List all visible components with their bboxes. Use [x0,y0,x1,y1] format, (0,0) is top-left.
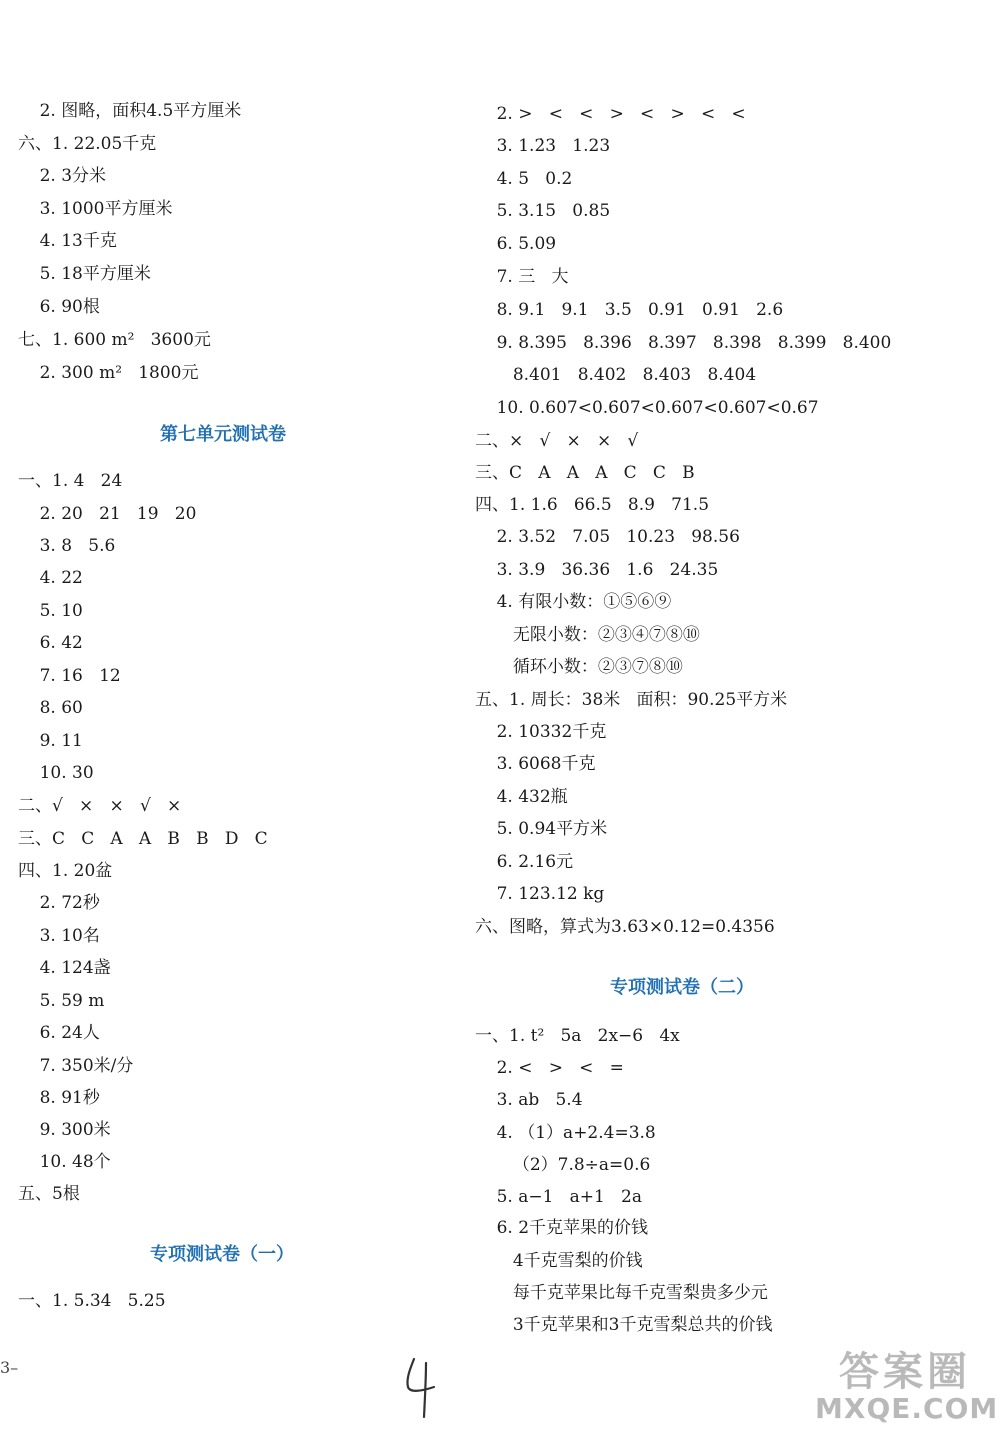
answer-line: 6. 42 [18,633,83,653]
answer-line: 一、1. 4 24 [18,471,123,491]
page-number: 3– [0,1358,19,1377]
answer-line: 2. 20 21 19 20 [18,504,197,524]
answer-line: 四、1. 1.6 66.5 8.9 71.5 [475,495,710,515]
answer-line: 六、图略，算式为3.63×0.12=0.4356 [475,917,775,937]
answer-line: 6. 5.09 [475,234,557,254]
answer-line: （2）7.8÷a=0.6 [475,1155,651,1175]
answer-line: 9. 300米 [18,1120,111,1140]
answer-line: 2. 3分米 [18,166,107,186]
handwritten-mark-icon [400,1355,450,1420]
answer-line: 10. 0.607<0.6̇0̇7<0.60̇7<0.607̇<0.67 [475,398,819,418]
answer-line: 8.401 8.402 8.403 8.404 [475,365,757,385]
answer-line: 4. 432瓶 [475,787,568,807]
answer-line: 8. 91秒 [18,1088,100,1108]
answer-line: 3. 1.2̇3 1.23 [475,136,611,156]
section-heading: 专项测试卷（二） [610,977,754,998]
answer-line: 4. 124盏 [18,958,111,978]
answer-line: 10. 30 [18,763,94,783]
answer-line: 6. 2.16元 [475,852,574,872]
answer-line: 9. 11 [18,731,83,751]
answer-line: 六、1. 22.05千克 [18,134,157,154]
answer-line: 3. ab 5.4 [475,1090,583,1110]
answer-line: 7. 123.12 kg [475,884,605,904]
answer-line: 8. 60 [18,698,83,718]
answer-line: 9. 8.395 8.396 8.397 8.398 8.399 8.400 [475,333,892,353]
answer-line: 3. 6068千克 [475,754,596,774]
answer-line: 3. 1000平方厘米 [18,199,173,219]
watermark-en: MXQE.COM [815,1392,999,1425]
answer-line: 4. （1）a+2.4=3.8 [475,1123,656,1143]
answer-line: 2. 图略，面积4.5平方厘米 [18,101,242,121]
answer-line: 三、C C A A B B D C [18,829,268,849]
answer-line: 7. 350米/分 [18,1056,134,1076]
answer-line: 每千克苹果比每千克雪梨贵多少元 [475,1283,768,1303]
answer-line: 3. 10名 [18,926,100,946]
answer-line: 4. 5 0.2 [475,169,573,189]
answer-line: 三、C A A A C C B [475,463,695,483]
answer-line: 7. 16 12 [18,666,121,686]
answer-line: 一、1. t² 5a 2x−6 4x [475,1026,680,1046]
answer-line: 4. 13千克 [18,231,117,251]
answer-line: 7. 三 大 [475,267,569,287]
answer-line: 4千克雪梨的价钱 [475,1251,643,1271]
section-heading: 第七单元测试卷 [160,424,286,445]
answer-line: 4. 22 [18,568,83,588]
answer-line: 5. 18平方厘米 [18,264,151,284]
answer-line: 五、5根 [18,1184,80,1204]
answer-line: 五、1. 周长：38米 面积：90.25平方米 [475,690,788,710]
answer-line: 循环小数：②③⑦⑧⑩ [475,657,683,677]
answer-line: 4. 有限小数：①⑤⑥⑨ [475,592,672,612]
answer-line: 3. 8 5.6 [18,536,116,556]
answer-line: 二、√ × × √ × [18,796,182,816]
answer-line: 5. 10 [18,601,83,621]
answer-line: 6. 2千克苹果的价钱 [475,1218,649,1238]
answer-line: 无限小数：②③④⑦⑧⑩ [475,625,700,645]
answer-line: 3千克苹果和3千克雪梨总共的价钱 [475,1315,773,1335]
answer-line: 2. 3.52 7.05 10.23 98.56 [475,527,740,547]
answer-line: 6. 90根 [18,297,100,317]
answer-line: 2. 10332千克 [475,722,607,742]
answer-line: 10. 48个 [18,1152,111,1172]
answer-line: 2. 300 m² 1800元 [18,363,199,383]
watermark-cn: 答案圈 [839,1349,971,1395]
answer-line: 四、1. 20盆 [18,861,113,881]
answer-line: 5. 0.94平方米 [475,819,608,839]
answer-line: 6. 24人 [18,1023,100,1043]
answer-line: 5. 3.15 0.85 [475,201,611,221]
answer-line: 一、1. 5.34 5.25 [18,1291,166,1311]
answer-line: 2. > < < > < > < < [475,104,746,124]
section-heading: 专项测试卷（一） [150,1244,294,1265]
answer-line: 二、× √ × × √ [475,431,639,451]
watermark-logo [815,1340,999,1434]
answer-line: 8. 9.1 9.1 3.5 0.91 0.91 2.6 [475,300,784,320]
answer-line: 2. 72秒 [18,893,100,913]
answer-line: 七、1. 600 m² 3600元 [18,330,211,350]
answer-line: 5. a−1 a+1 2a [475,1187,643,1207]
answer-line: 5. 59 m [18,991,105,1011]
answer-line: 2. < > < = [475,1058,624,1078]
answer-line: 3. 3.9 36.36 1.6 24.35 [475,560,719,580]
